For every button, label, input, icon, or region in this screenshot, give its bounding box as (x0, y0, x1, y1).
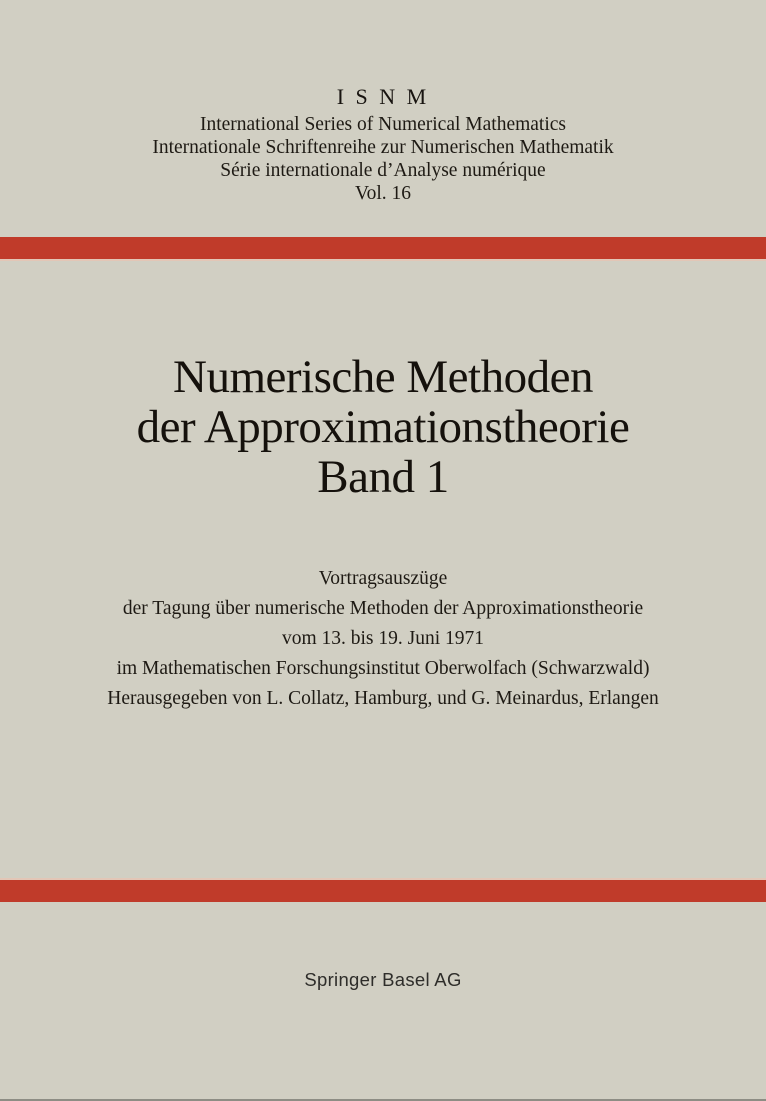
series-title-german: Internationale Schriftenreihe zur Numerischen Mathematik (152, 137, 614, 158)
book-title (0, 352, 766, 502)
book-title-line-2: der Approximationstheorie (136, 401, 630, 453)
subtitle-line-2: der Tagung über numerische Methoden der Approximationstheorie (122, 598, 644, 619)
book-title-line-1: Numerische Methoden (173, 351, 593, 403)
publisher-imprint: Springer Basel AG (304, 969, 462, 990)
series-abbreviation: I S N M (336, 84, 430, 109)
subtitle-line-3: vom 13. bis 19. Juni 1971 (281, 628, 485, 649)
bottom-red-rule (0, 878, 766, 902)
subtitle-line-5: Herausgegeben von L. Collatz, Hamburg, und G. Meinardus, Erlangen (107, 688, 659, 709)
subtitle-block (0, 564, 766, 714)
series-title-french: Série internationale d’Analyse numérique (220, 160, 546, 181)
subtitle-line-1: Vortragsauszüge (318, 568, 448, 589)
series-header (0, 84, 766, 205)
volume-number: Vol. 16 (355, 183, 411, 204)
book-title-line-3: Band 1 (317, 451, 449, 503)
subtitle-line-4: im Mathematischen Forschungsinstitut Oberwolfach (Schwarzwald) (116, 658, 650, 679)
series-title-english: International Series of Numerical Mathematics (199, 114, 567, 135)
top-red-rule (0, 237, 766, 261)
